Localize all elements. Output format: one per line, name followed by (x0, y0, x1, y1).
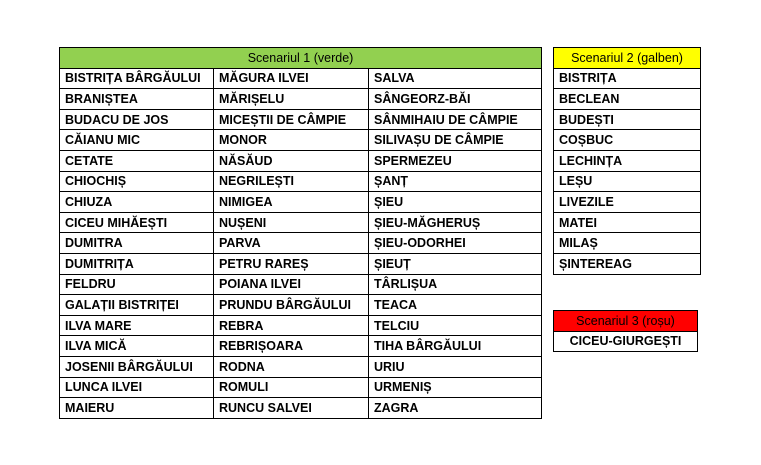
table-cell: LECHINȚA (554, 150, 701, 171)
scenario2-body (554, 68, 701, 274)
table-cell: MATEI (554, 212, 701, 233)
table-cell: ȘANȚ (369, 171, 542, 192)
table-cell: NĂSĂUD (214, 150, 369, 171)
table-row (60, 212, 542, 233)
table-cell: NIMIGEA (214, 192, 369, 213)
table-row (60, 377, 542, 398)
table-cell: SÂNGEORZ-BĂI (369, 89, 542, 110)
scenario3-title: Scenariul 3 (roșu) (554, 311, 698, 332)
table-cell: TIHA BÂRGĂULUI (369, 336, 542, 357)
table-cell: GALAȚII BISTRIȚEI (60, 295, 214, 316)
scenario2-table (553, 47, 701, 275)
table-cell: MILAȘ (554, 233, 701, 254)
table-cell: URIU (369, 356, 542, 377)
table-cell: SÂNMIHAIU DE CÂMPIE (369, 109, 542, 130)
table-cell: PRUNDU BÂRGĂULUI (214, 295, 369, 316)
table-row (60, 192, 542, 213)
table-cell: BRANIȘTEA (60, 89, 214, 110)
table-cell: MICEȘTII DE CÂMPIE (214, 109, 369, 130)
table-row (554, 109, 701, 130)
table-cell: REBRA (214, 315, 369, 336)
table-cell: ȘIEU-MĂGHERUȘ (369, 212, 542, 233)
table-row (554, 253, 701, 274)
table-cell: NUȘENI (214, 212, 369, 233)
table-cell: RUNCU SALVEI (214, 398, 369, 419)
table-cell: BISTRIȚA BÂRGĂULUI (60, 68, 214, 89)
table-cell: BECLEAN (554, 89, 701, 110)
table-row (60, 315, 542, 336)
table-cell: ZAGRA (369, 398, 542, 419)
table-cell: URMENIȘ (369, 377, 542, 398)
table-row (554, 192, 701, 213)
table-row (60, 336, 542, 357)
table-cell: CICEU MIHĂEȘTI (60, 212, 214, 233)
table-cell: MĂGURA ILVEI (214, 68, 369, 89)
table-cell: LIVEZILE (554, 192, 701, 213)
table-cell: COȘBUC (554, 130, 701, 151)
table-row (554, 212, 701, 233)
table-cell: TELCIU (369, 315, 542, 336)
scenario1-title: Scenariul 1 (verde) (60, 48, 542, 69)
table-row (554, 331, 698, 352)
table-row (60, 68, 542, 89)
table-row (554, 150, 701, 171)
table-cell: ILVA MARE (60, 315, 214, 336)
scenario1-body (60, 68, 542, 418)
table-row (60, 150, 542, 171)
table-cell: RODNA (214, 356, 369, 377)
scenario3-header-row (554, 311, 698, 332)
table-cell: CHIUZA (60, 192, 214, 213)
scenario1-header-row (60, 48, 542, 69)
table-cell: ȘIEU-ODORHEI (369, 233, 542, 254)
table-row (60, 233, 542, 254)
table-row (554, 89, 701, 110)
table-cell: DUMITRIȚA (60, 253, 214, 274)
scenario3-body (554, 331, 698, 352)
table-cell: TEACA (369, 295, 542, 316)
table-cell: DUMITRA (60, 233, 214, 254)
table-cell: CĂIANU MIC (60, 130, 214, 151)
table-cell: SALVA (369, 68, 542, 89)
scenario1-table (59, 47, 542, 419)
table-cell: ȘIEU (369, 192, 542, 213)
table-row (60, 253, 542, 274)
scenario2-title: Scenariul 2 (galben) (554, 48, 701, 69)
table-row (60, 398, 542, 419)
scenario2-header-row (554, 48, 701, 69)
table-cell: ȘIEUȚ (369, 253, 542, 274)
scenario3-table (553, 310, 698, 352)
table-cell: MONOR (214, 130, 369, 151)
table-cell: CICEU-GIURGEȘTI (554, 331, 698, 352)
table-row (60, 356, 542, 377)
table-row (60, 274, 542, 295)
table-row (60, 89, 542, 110)
table-row (60, 109, 542, 130)
table-row (554, 68, 701, 89)
table-cell: BUDEȘTI (554, 109, 701, 130)
table-cell: TÂRLIȘUA (369, 274, 542, 295)
table-cell: LEȘU (554, 171, 701, 192)
table-cell: MAIERU (60, 398, 214, 419)
table-row (554, 171, 701, 192)
table-cell: SILIVAȘU DE CÂMPIE (369, 130, 542, 151)
table-cell: JOSENII BÂRGĂULUI (60, 356, 214, 377)
table-row (554, 233, 701, 254)
table-cell: FELDRU (60, 274, 214, 295)
table-cell: ROMULI (214, 377, 369, 398)
table-cell: CETATE (60, 150, 214, 171)
table-cell: BISTRIȚA (554, 68, 701, 89)
table-cell: ILVA MICĂ (60, 336, 214, 357)
table-row (554, 130, 701, 151)
table-row (60, 130, 542, 151)
table-cell: LUNCA ILVEI (60, 377, 214, 398)
table-cell: ȘINTEREAG (554, 253, 701, 274)
table-cell: SPERMEZEU (369, 150, 542, 171)
table-cell: BUDACU DE JOS (60, 109, 214, 130)
table-cell: MĂRIȘELU (214, 89, 369, 110)
table-row (60, 171, 542, 192)
table-cell: REBRIȘOARA (214, 336, 369, 357)
table-row (60, 295, 542, 316)
table-cell: NEGRILEȘTI (214, 171, 369, 192)
table-cell: CHIOCHIȘ (60, 171, 214, 192)
table-cell: POIANA ILVEI (214, 274, 369, 295)
table-cell: PETRU RAREȘ (214, 253, 369, 274)
table-cell: PARVA (214, 233, 369, 254)
